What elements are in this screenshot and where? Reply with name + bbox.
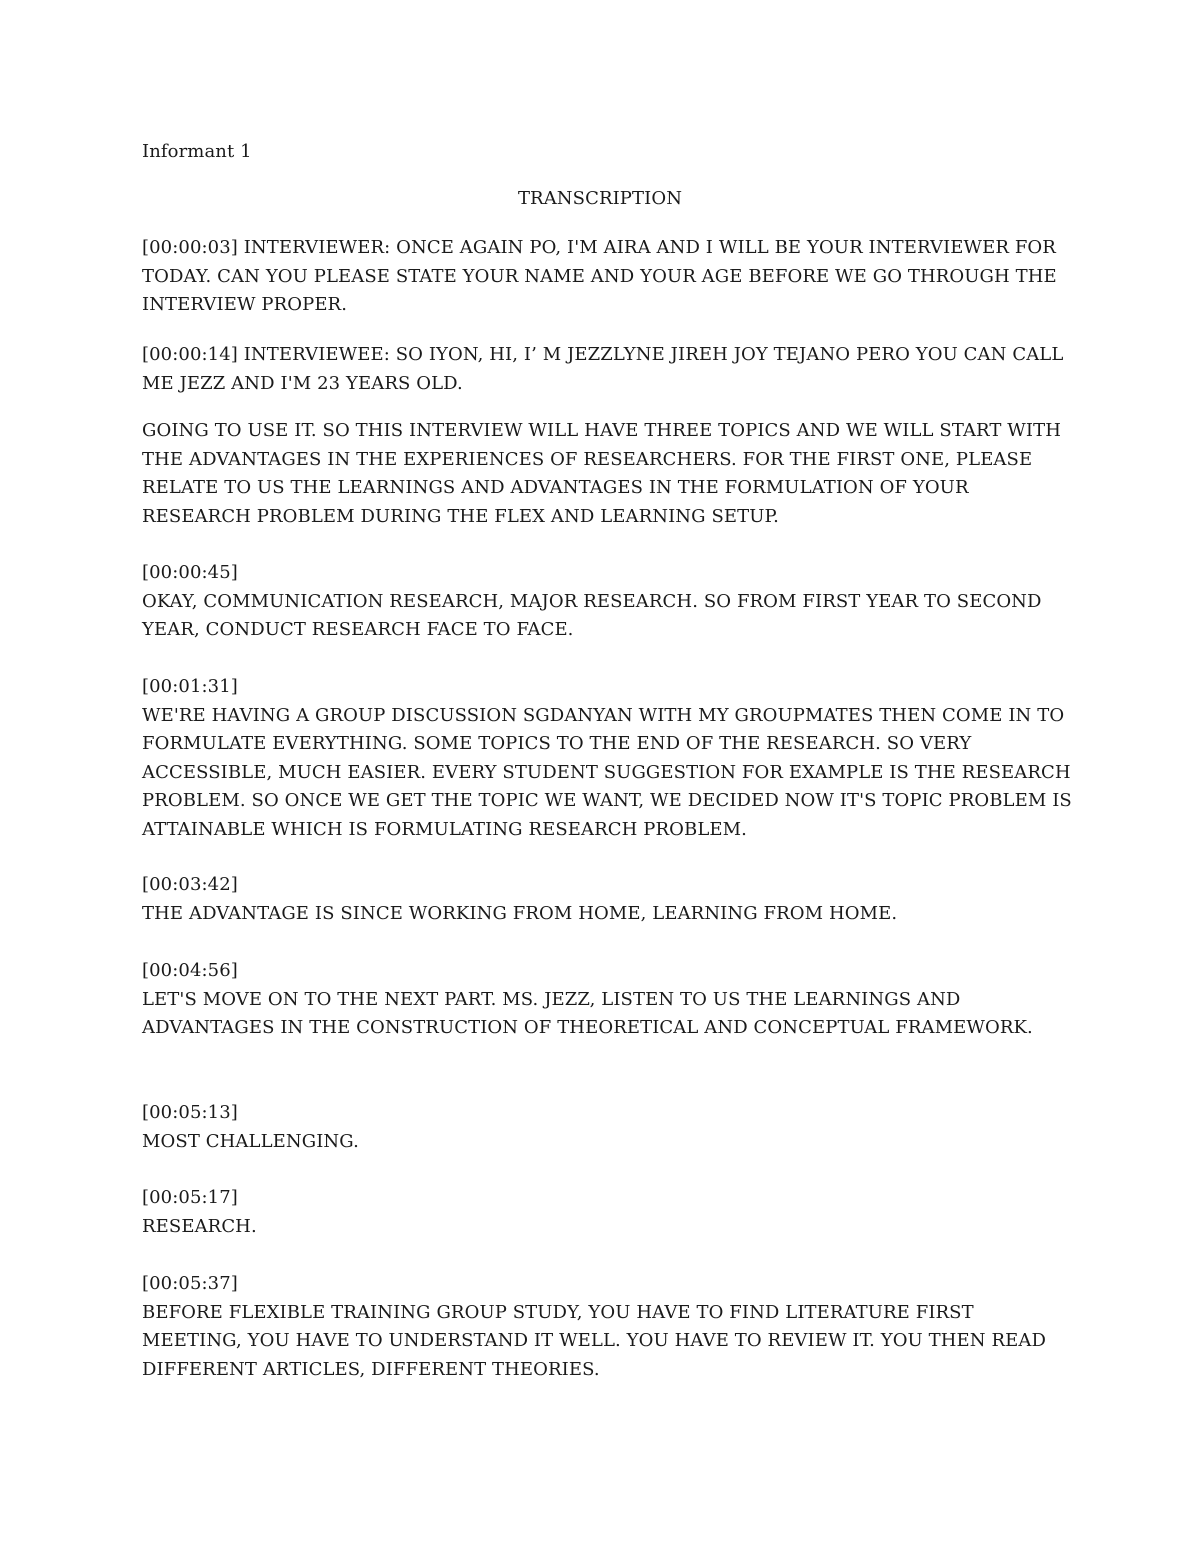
entry-text: RESEARCH.	[142, 1215, 257, 1237]
entry-text: BEFORE FLEXIBLE TRAINING GROUP STUDY, YOU HAVE TO FIND LITERATURE FIRST MEETING, YOU HAVE TO UNDERSTAND IT WELL. YOU HAVE TO REVIEW IT. YOU THEN READ DIFFERENT ARTICLES, DIFFERENT THEORIES.	[142, 1301, 1046, 1380]
transcript-entry	[142, 1184, 1072, 1241]
entry-timestamp: [00:05:17]	[142, 1187, 238, 1208]
entry-timestamp: [00:03:42]	[142, 874, 238, 895]
entry-text: LET'S MOVE ON TO THE NEXT PART. MS. JEZZ, LISTEN TO US THE LEARNINGS AND ADVANTAGES IN THE CONSTRUCTION OF THEORETICAL AND CONCEPTUAL FRAMEWORK.	[142, 988, 1033, 1039]
transcript-entry	[142, 559, 1072, 645]
entry-text: [00:00:03] INTERVIEWER: ONCE AGAIN PO, I'M AIRA AND I WILL BE YOUR INTERVIEWER FOR TODAY. CAN YOU PLEASE STATE YOUR NAME AND YOUR AGE BEFORE WE GO THROUGH THE INTERVIEW PROPER.	[142, 237, 1057, 316]
entry-text: [00:00:14] INTERVIEWEE: SO IYON, HI, I’ M JEZZLYNE JIREH JOY TEJANO PERO YOU CAN CALL ME JEZZ AND I'M 23 YEARS OLD.	[142, 344, 1064, 394]
entry-text: OKAY, COMMUNICATION RESEARCH, MAJOR RESEARCH. SO FROM FIRST YEAR TO SECOND YEAR, CONDUCT RESEARCH FACE TO FACE.	[142, 590, 1042, 641]
transcript-entry	[142, 673, 1072, 845]
transcript-entry	[142, 341, 1072, 398]
entry-text: GOING TO USE IT. SO THIS INTERVIEW WILL HAVE THREE TOPICS AND WE WILL START WITH THE ADVANTAGES IN THE EXPERIENCES OF RESEARCHERS. FOR THE FIRST ONE, PLEASE RELATE TO US THE LEARNINGS AND ADVANTAGES IN THE FORMULATION OF YOUR RESEARCH PROBLEM DURING THE FLEX AND LEARNING SETUP.	[142, 420, 1062, 527]
entry-timestamp: [00:05:13]	[142, 1102, 238, 1123]
transcript-entry	[142, 417, 1072, 531]
entry-text: WE'RE HAVING A GROUP DISCUSSION SGDANYAN WITH MY GROUPMATES THEN COME IN TO FORMULATE EVERYTHING. SOME TOPICS TO THE END OF THE RESEARCH. SO VERY ACCESSIBLE, MUCH EASIER. EVERY STUDENT SUGGESTION FOR EXAMPLE IS THE RESEARCH PROBLEM. SO ONCE WE GET THE TOPIC WE WANT, WE DECIDED NOW IT'S TOPIC PROBLEM IS ATTAINABLE WHICH IS FORMULATING RESEARCH PROBLEM.	[142, 704, 1072, 840]
entry-text: MOST CHALLENGING.	[142, 1130, 359, 1152]
entry-text: THE ADVANTAGE IS SINCE WORKING FROM HOME, LEARNING FROM HOME.	[142, 902, 898, 924]
transcript-entry	[142, 234, 1072, 320]
transcript-entry	[142, 957, 1072, 1043]
transcript-entry	[142, 1099, 1072, 1156]
entry-timestamp: [00:04:56]	[142, 960, 238, 981]
entry-timestamp: [00:05:37]	[142, 1273, 238, 1294]
entry-timestamp: [00:01:31]	[142, 676, 238, 697]
transcript-entry	[142, 1270, 1072, 1384]
transcript-entry	[142, 871, 1072, 928]
document-title: TRANSCRIPTION	[517, 188, 683, 209]
informant-label: Informant 1	[142, 141, 252, 162]
entry-timestamp: [00:00:45]	[142, 562, 238, 583]
